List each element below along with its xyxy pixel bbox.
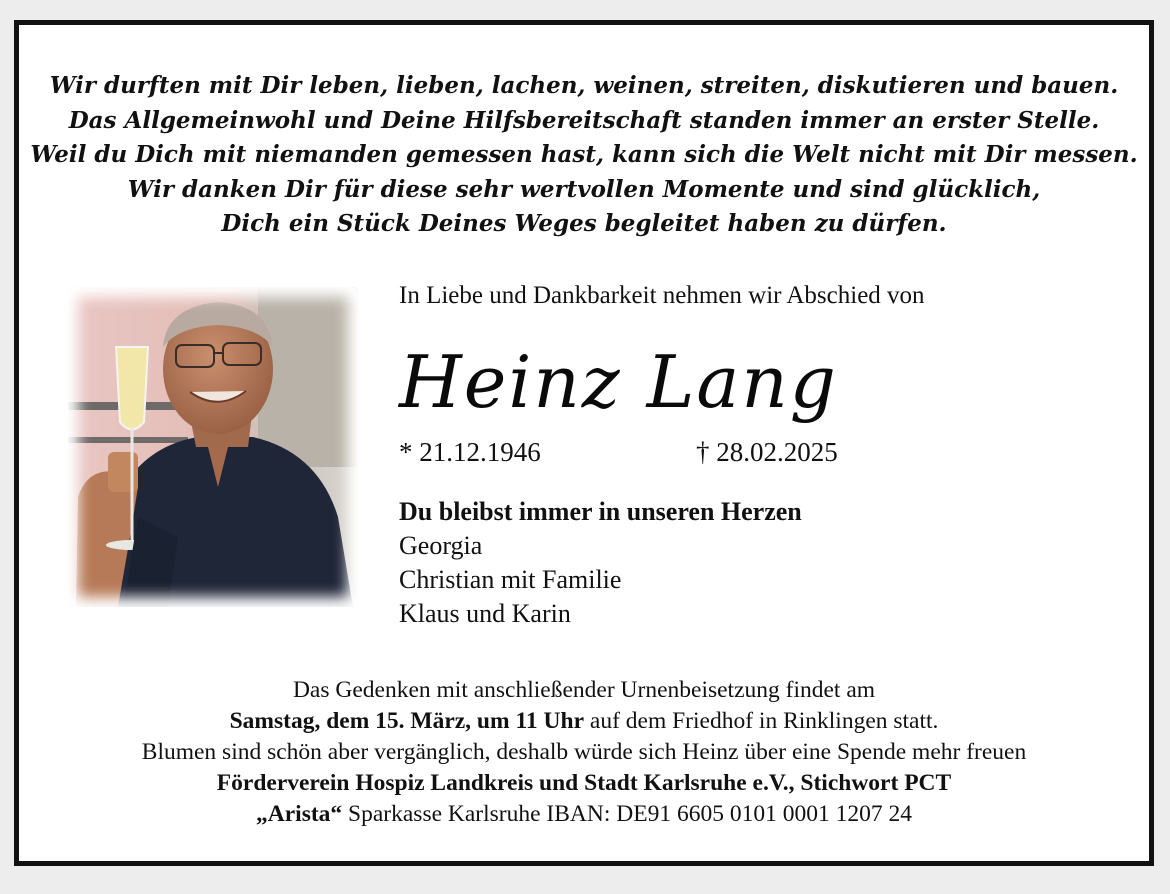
death-date: † 28.02.2025 (696, 437, 838, 467)
poem-line: Wir durften mit Dir leben, lieben, lachen, weinen, streiten, diskutieren und bauen. (49, 72, 1119, 99)
portrait-photo (68, 287, 358, 607)
ceremony-date-line (19, 706, 1149, 737)
mourner-name: Georgia (399, 531, 483, 560)
ceremony-date: Samstag, dem 15. März, um 11 Uhr (229, 708, 585, 734)
poem-line: Weil du Dich mit niemanden gemessen hast, kann sich die Welt nicht mit Dir messen. (30, 141, 1138, 168)
obituary-card (14, 20, 1154, 866)
deceased-name: Heinz Lang (399, 340, 838, 424)
life-dates (399, 437, 838, 468)
ceremony-intro: Das Gedenken mit anschließender Urnenbeisetzung findet am (292, 677, 876, 703)
bank-details-line (19, 799, 1149, 830)
poem-line: Das Allgemeinwohl und Deine Hilfsbereitschaft standen immer an erster Stelle. (68, 106, 1100, 134)
mourners-block (399, 495, 802, 631)
birth-date: * 21.12.1946 (399, 437, 541, 467)
intro-text: In Liebe und Dankbarkeit nehmen wir Abschied von (399, 282, 925, 309)
poem-line: Wir danken Dir für diese sehr wertvollen Momente und sind glücklich, (127, 175, 1041, 203)
memorial-poem (19, 69, 1149, 242)
ceremony-location: auf dem Friedhof in Rinklingen statt. (584, 708, 939, 734)
donation-recipient-name: Förderverein Hospiz Landkreis und Stadt Karlsruhe e.V., Stichwort PCT (216, 770, 952, 796)
donation-recipient (19, 768, 1149, 799)
bank-details: Sparkasse Karlsruhe IBAN: DE91 6605 0101 0001 1207 24 (342, 801, 912, 827)
funeral-info (19, 675, 1149, 830)
mourner-name: Christian mit Familie (399, 565, 622, 594)
mourner-name: Klaus und Karin (399, 599, 571, 628)
poem-line: Dich ein Stück Deines Weges begleitet haben zu dürfen. (221, 210, 947, 237)
donation-request: Blumen sind schön aber vergänglich, deshalb würde sich Heinz über eine Spende mehr freuen (141, 739, 1027, 765)
mourners-headline: Du bleibst immer in unseren Herzen (399, 497, 802, 526)
donation-keyword: „Arista“ (256, 801, 343, 827)
